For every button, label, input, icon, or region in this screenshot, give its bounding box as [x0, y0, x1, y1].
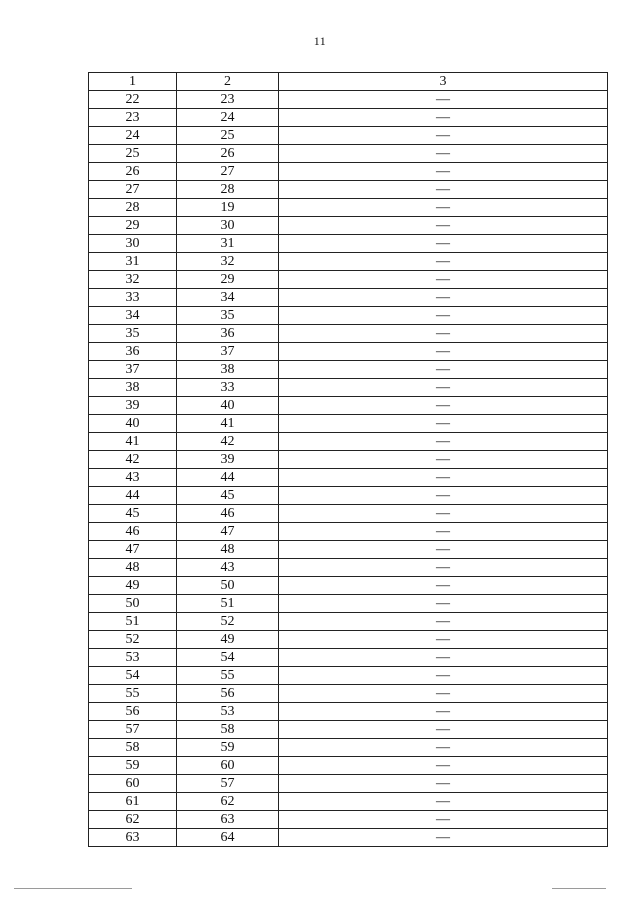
- table-row: [89, 775, 608, 793]
- page-number: 11: [313, 34, 327, 48]
- table-cell-col-1: 39: [89, 397, 177, 415]
- table-cell-col-1: 52: [89, 631, 177, 649]
- table-row: [89, 361, 608, 379]
- table-cell-col-3: —: [279, 433, 608, 451]
- table-cell-col-3: —: [279, 235, 608, 253]
- table-row: [89, 253, 608, 271]
- table-cell-col-3: —: [279, 379, 608, 397]
- table-cell-col-2: 46: [177, 505, 279, 523]
- table-cell-col-2: 54: [177, 649, 279, 667]
- table-row: [89, 379, 608, 397]
- table-cell-col-1: 61: [89, 793, 177, 811]
- table-cell-col-3: —: [279, 811, 608, 829]
- table-row: [89, 343, 608, 361]
- table-row: [89, 271, 608, 289]
- table-cell-col-2: 30: [177, 217, 279, 235]
- table-cell-col-3: —: [279, 505, 608, 523]
- table-row: [89, 703, 608, 721]
- table-cell-col-2: 58: [177, 721, 279, 739]
- table-cell-col-2: 25: [177, 127, 279, 145]
- table-cell-col-1: 60: [89, 775, 177, 793]
- table-cell-col-2: 63: [177, 811, 279, 829]
- table-cell-col-1: 43: [89, 469, 177, 487]
- table-cell-col-2: 49: [177, 631, 279, 649]
- table-cell-col-3: —: [279, 649, 608, 667]
- table-cell-col-2: 43: [177, 559, 279, 577]
- table-cell-col-3: —: [279, 595, 608, 613]
- table-row: [89, 199, 608, 217]
- table-cell-col-1: 50: [89, 595, 177, 613]
- table-cell-col-1: 28: [89, 199, 177, 217]
- column-header-1: 1: [89, 73, 177, 91]
- table-row: [89, 757, 608, 775]
- table-cell-col-3: —: [279, 199, 608, 217]
- footer-scan-mark-right: [552, 888, 606, 889]
- table-cell-col-3: —: [279, 397, 608, 415]
- table-cell-col-3: —: [279, 559, 608, 577]
- table-row: [89, 739, 608, 757]
- table-cell-col-2: 53: [177, 703, 279, 721]
- table-cell-col-3: —: [279, 163, 608, 181]
- table-cell-col-1: 47: [89, 541, 177, 559]
- table-row: [89, 505, 608, 523]
- table-cell-col-1: 44: [89, 487, 177, 505]
- table-header: [89, 73, 608, 91]
- table-cell-col-2: 44: [177, 469, 279, 487]
- table-cell-col-3: —: [279, 271, 608, 289]
- table-cell-col-2: 57: [177, 775, 279, 793]
- table-row: [89, 649, 608, 667]
- table-row: [89, 433, 608, 451]
- table-row: [89, 667, 608, 685]
- table-cell-col-2: 24: [177, 109, 279, 127]
- table-cell-col-2: 34: [177, 289, 279, 307]
- table-cell-col-2: 27: [177, 163, 279, 181]
- table-cell-col-1: 32: [89, 271, 177, 289]
- table-row: [89, 163, 608, 181]
- table-row: [89, 145, 608, 163]
- table-row: [89, 577, 608, 595]
- table-cell-col-1: 34: [89, 307, 177, 325]
- table-cell-col-1: 54: [89, 667, 177, 685]
- table-cell-col-2: 48: [177, 541, 279, 559]
- table-cell-col-1: 49: [89, 577, 177, 595]
- table-cell-col-2: 23: [177, 91, 279, 109]
- table-cell-col-3: —: [279, 469, 608, 487]
- table-cell-col-3: —: [279, 91, 608, 109]
- table-cell-col-1: 33: [89, 289, 177, 307]
- table-cell-col-3: —: [279, 325, 608, 343]
- table-row: [89, 451, 608, 469]
- table-cell-col-1: 40: [89, 415, 177, 433]
- table-cell-col-1: 42: [89, 451, 177, 469]
- table-cell-col-1: 62: [89, 811, 177, 829]
- table-cell-col-3: —: [279, 631, 608, 649]
- table-row: [89, 469, 608, 487]
- table-cell-col-2: 56: [177, 685, 279, 703]
- table-cell-col-3: —: [279, 415, 608, 433]
- table-cell-col-3: —: [279, 775, 608, 793]
- data-table: [88, 72, 608, 847]
- table-cell-col-2: 55: [177, 667, 279, 685]
- table-cell-col-3: —: [279, 181, 608, 199]
- table-cell-col-1: 26: [89, 163, 177, 181]
- table-row: [89, 523, 608, 541]
- table-row: [89, 109, 608, 127]
- table-row: [89, 325, 608, 343]
- table-cell-col-1: 41: [89, 433, 177, 451]
- table-cell-col-2: 62: [177, 793, 279, 811]
- table-cell-col-2: 29: [177, 271, 279, 289]
- table-row: [89, 415, 608, 433]
- table-cell-col-2: 39: [177, 451, 279, 469]
- table-cell-col-2: 26: [177, 145, 279, 163]
- table-row: [89, 307, 608, 325]
- table-row: [89, 829, 608, 847]
- table-cell-col-3: —: [279, 127, 608, 145]
- table-cell-col-3: —: [279, 793, 608, 811]
- table-cell-col-3: —: [279, 541, 608, 559]
- table-cell-col-2: 51: [177, 595, 279, 613]
- table-cell-col-3: —: [279, 685, 608, 703]
- table-cell-col-3: —: [279, 613, 608, 631]
- table-cell-col-1: 56: [89, 703, 177, 721]
- table-cell-col-3: —: [279, 109, 608, 127]
- table-cell-col-1: 36: [89, 343, 177, 361]
- table-cell-col-1: 58: [89, 739, 177, 757]
- table-cell-col-1: 31: [89, 253, 177, 271]
- table-cell-col-2: 37: [177, 343, 279, 361]
- table-cell-col-2: 28: [177, 181, 279, 199]
- table-cell-col-2: 42: [177, 433, 279, 451]
- table-cell-col-1: 46: [89, 523, 177, 541]
- table-row: [89, 793, 608, 811]
- table-cell-col-3: —: [279, 721, 608, 739]
- table-cell-col-2: 50: [177, 577, 279, 595]
- table-cell-col-2: 59: [177, 739, 279, 757]
- table-cell-col-3: —: [279, 451, 608, 469]
- table-cell-col-1: 25: [89, 145, 177, 163]
- table-body: [89, 91, 608, 847]
- footer-scan-mark-left: [14, 888, 132, 889]
- table-cell-col-2: 45: [177, 487, 279, 505]
- table-cell-col-3: —: [279, 829, 608, 847]
- table-cell-col-2: 60: [177, 757, 279, 775]
- table-cell-col-2: 38: [177, 361, 279, 379]
- table-cell-col-3: —: [279, 667, 608, 685]
- table-cell-col-2: 36: [177, 325, 279, 343]
- table-row: [89, 559, 608, 577]
- table-cell-col-3: —: [279, 523, 608, 541]
- footer-marks: [0, 884, 640, 894]
- table-row: [89, 613, 608, 631]
- table-cell-col-2: 19: [177, 199, 279, 217]
- column-header-2: 2: [177, 73, 279, 91]
- table-cell-col-2: 47: [177, 523, 279, 541]
- table-cell-col-2: 32: [177, 253, 279, 271]
- table-cell-col-1: 30: [89, 235, 177, 253]
- table-row: [89, 811, 608, 829]
- table-row: [89, 721, 608, 739]
- table-cell-col-3: —: [279, 361, 608, 379]
- table-cell-col-2: 31: [177, 235, 279, 253]
- table-row: [89, 217, 608, 235]
- table-cell-col-2: 35: [177, 307, 279, 325]
- table-row: [89, 595, 608, 613]
- table-cell-col-1: 63: [89, 829, 177, 847]
- table-cell-col-1: 35: [89, 325, 177, 343]
- table-cell-col-2: 33: [177, 379, 279, 397]
- table-cell-col-2: 52: [177, 613, 279, 631]
- table-cell-col-3: —: [279, 757, 608, 775]
- table-cell-col-1: 53: [89, 649, 177, 667]
- table-cell-col-3: —: [279, 739, 608, 757]
- table-cell-col-1: 23: [89, 109, 177, 127]
- table-row: [89, 685, 608, 703]
- table-cell-col-2: 40: [177, 397, 279, 415]
- column-header-3: 3: [279, 73, 608, 91]
- table-row: [89, 127, 608, 145]
- table-cell-col-2: 41: [177, 415, 279, 433]
- table-cell-col-3: —: [279, 253, 608, 271]
- table-cell-col-2: 64: [177, 829, 279, 847]
- table-cell-col-1: 29: [89, 217, 177, 235]
- table-cell-col-3: —: [279, 577, 608, 595]
- table-cell-col-1: 55: [89, 685, 177, 703]
- table-cell-col-1: 22: [89, 91, 177, 109]
- table-header-row: [89, 73, 608, 91]
- table-cell-col-1: 51: [89, 613, 177, 631]
- table-row: [89, 487, 608, 505]
- table-row: [89, 541, 608, 559]
- table-cell-col-3: —: [279, 487, 608, 505]
- table-row: [89, 235, 608, 253]
- table-cell-col-1: 45: [89, 505, 177, 523]
- table-cell-col-3: —: [279, 145, 608, 163]
- table-row: [89, 631, 608, 649]
- table-row: [89, 181, 608, 199]
- table-cell-col-1: 27: [89, 181, 177, 199]
- table-row: [89, 91, 608, 109]
- table-cell-col-1: 38: [89, 379, 177, 397]
- table-cell-col-1: 59: [89, 757, 177, 775]
- table-cell-col-3: —: [279, 703, 608, 721]
- table-cell-col-1: 37: [89, 361, 177, 379]
- table-cell-col-3: —: [279, 289, 608, 307]
- table-row: [89, 397, 608, 415]
- table-cell-col-1: 48: [89, 559, 177, 577]
- table-cell-col-1: 57: [89, 721, 177, 739]
- table-cell-col-1: 24: [89, 127, 177, 145]
- table-row: [89, 289, 608, 307]
- table-cell-col-3: —: [279, 307, 608, 325]
- table-cell-col-3: —: [279, 217, 608, 235]
- table-cell-col-3: —: [279, 343, 608, 361]
